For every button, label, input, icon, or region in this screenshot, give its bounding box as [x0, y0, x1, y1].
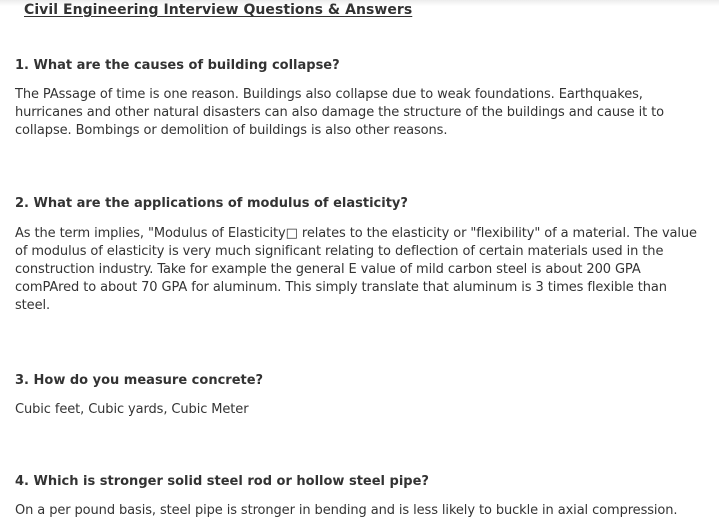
- answer-2-line: comPAred to about 70 GPA for aluminum. This simply translate that aluminum is 3 times flexible than: [15, 280, 667, 295]
- answer-2-line: of modulus of elasticity is very much significant relating to deflection of certain materials used in the: [15, 244, 664, 259]
- answer-2-line: As the term implies, "Modulus of Elasticity□ relates to the elasticity or "flexibility" of a material. The value: [15, 226, 697, 241]
- answer-1-line: collapse. Bombings or demolition of buildings is also other reasons.: [15, 123, 448, 138]
- question-1: 1. What are the causes of building collapse?: [15, 58, 340, 73]
- answer-2-line: steel.: [15, 298, 51, 313]
- answer-1: [15, 86, 719, 140]
- answer-1-line: hurricanes and other natural disasters can also damage the structure of the buildings and cause it to: [15, 105, 664, 120]
- answer-2: [15, 225, 719, 315]
- question-3: 3. How do you measure concrete?: [15, 373, 264, 388]
- answer-3-line: Cubic feet, Cubic yards, Cubic Meter: [15, 402, 249, 417]
- answer-3: [15, 401, 719, 419]
- page-title: Civil Engineering Interview Questions & Answers: [24, 2, 413, 18]
- question-4: 4. Which is stronger solid steel rod or hollow steel pipe?: [15, 474, 429, 489]
- answer-2-line: construction industry. Take for example the general E value of mild carbon steel is about 200 GPA: [15, 262, 641, 277]
- answer-4: [15, 502, 719, 520]
- answer-1-line: The PAssage of time is one reason. Buildings also collapse due to weak foundations. Earthquakes,: [15, 87, 643, 102]
- answer-4-line: On a per pound basis, steel pipe is stronger in bending and is less likely to buckle in axial compression.: [15, 503, 678, 518]
- question-2: 2. What are the applications of modulus of elasticity?: [15, 196, 408, 211]
